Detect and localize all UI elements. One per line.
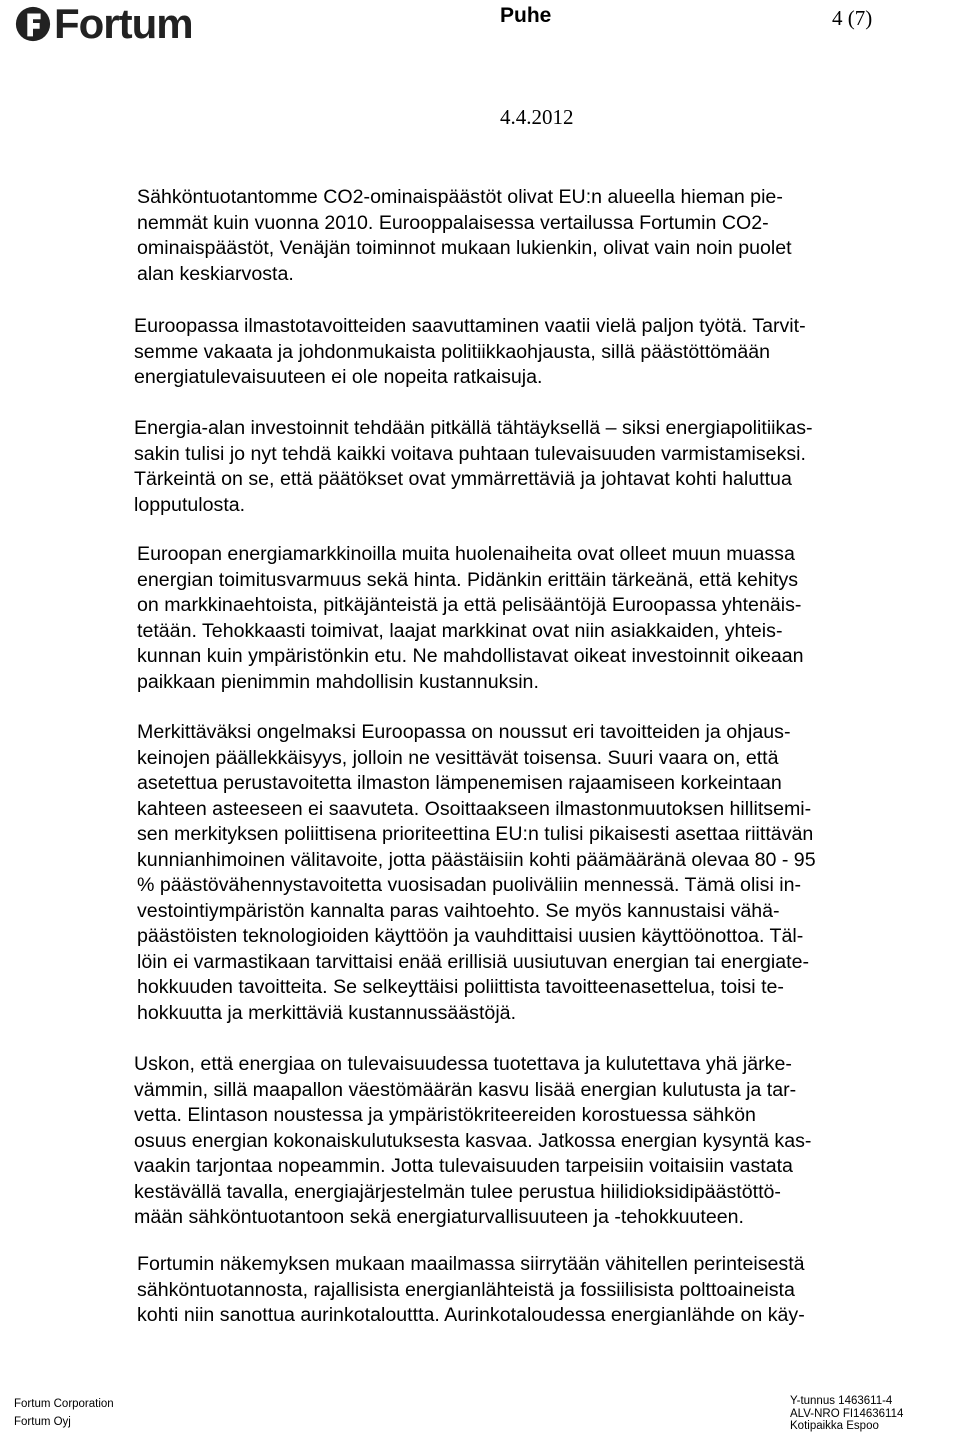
- paragraph-7: [137, 1252, 805, 1329]
- paragraph-1: [137, 185, 792, 287]
- text-line: vämmin, sillä maapallon väestömäärän kasvu lisää energian kulutusta ja tar-: [134, 1078, 797, 1101]
- text-line: Euroopan energiamarkkinoilla muita huolenaiheita ovat olleet muun muassa: [137, 543, 795, 565]
- text-line: asetettua perustavoitetta ilmaston lämpenemisen rajaamiseen korkeintaan: [137, 772, 782, 794]
- paragraph-5: [137, 720, 816, 1026]
- footer-domicile: Kotipaikka Espoo: [790, 1420, 879, 1432]
- text-line: kunnianhimoinen välitavoite, jotta päästäisiin kohti päämääränä olevaa 80 - 95: [137, 848, 816, 871]
- paragraph-3: [134, 416, 813, 518]
- text-line: löin ei varmastikaan tarvittaisi enää erillisiä uusiutuvan energian tai energiate-: [137, 950, 809, 973]
- footer-company: [14, 1395, 114, 1431]
- text-line: Fortumin näkemyksen mukaan maailmassa siirrytään vähitellen perinteisestä: [137, 1253, 805, 1275]
- footer-registration: [790, 1395, 903, 1433]
- text-line: paikkaan pienimmin mahdollisin kustannuksin.: [137, 670, 539, 693]
- text-line: päästöisten teknologioiden käyttöön ja vauhdittaisi uusien käyttöönottoa. Täl-: [137, 925, 804, 947]
- fortum-logo-icon: [14, 5, 52, 43]
- paragraph-4: [137, 542, 804, 695]
- text-line: vestointiympäristön kannalta paras vaihtoehto. Se myös kannustaisi vähä-: [137, 899, 780, 922]
- text-line: vaakin tarjontaa nopeammin. Jotta tulevaisuuden tarpeisiin voitaisiin vastata: [134, 1155, 793, 1177]
- text-line: mään sähköntuotantoon sekä energiaturvallisuuteen ja -tehokkuuteen.: [134, 1206, 744, 1228]
- text-line: nemmät kuin vuonna 2010. Eurooppalaisessa vertailussa Fortumin CO2-: [137, 211, 769, 234]
- text-line: energian toimitusvarmuus sekä hinta. Pidänkin erittäin tärkeänä, että kehitys: [137, 568, 799, 591]
- document-date: 4.4.2012: [500, 105, 574, 129]
- text-line: Sähköntuotantomme CO2-ominaispäästöt olivat EU:n alueella hieman pie-: [137, 186, 783, 208]
- text-line: sen merkityksen poliittisena prioriteettina EU:n tulisi pikaisesti asettaa riittävän: [137, 823, 814, 845]
- text-line: vetta. Elintason noustessa ja ympäristökriteereiden korostuessa sähkön: [134, 1104, 756, 1126]
- footer-vat-number: ALV-NRO FI14636114: [790, 1407, 904, 1420]
- paragraph-2: [134, 314, 806, 391]
- text-line: sähköntuotannosta, rajallisista energianlähteistä ja fossiilisista polttoaineista: [137, 1278, 795, 1301]
- page-number: 4 (7): [832, 6, 873, 30]
- text-line: lopputulosta.: [134, 493, 246, 516]
- text-line: energiatulevaisuuteen ei ole nopeita ratkaisuja.: [134, 366, 543, 388]
- paragraph-6: [134, 1052, 811, 1231]
- footer-business-id: Y-tunnus 1463611-4: [790, 1395, 893, 1407]
- text-line: sakin tulisi jo nyt tehdä kaikki voitava puhtaan tulevaisuuden varmistamiseksi.: [134, 442, 806, 465]
- text-line: % päästövähennystavoitetta vuosisadan puoliväliin mennessä. Tämä olisi in-: [137, 874, 802, 896]
- text-line: on markkinaehtoista, pitkäjänteistä ja että pelisääntöjä Euroopassa yhtenäis-: [137, 594, 802, 616]
- text-line: ominaispäästöt, Venäjän toiminnot mukaan lukienkin, olivat vain noin puolet: [137, 237, 792, 259]
- text-line: Uskon, että energiaa on tulevaisuudessa tuotettava ja kulutettava yhä järke-: [134, 1053, 792, 1075]
- text-line: hokkuuden tavoitteita. Se selkeyttäisi poliittista tavoitteenasettelua, toisi te-: [137, 976, 784, 998]
- text-line: kahteen asteeseen ei saavuteta. Osoittaakseen ilmastonmuutoksen hillitsemi-: [137, 797, 812, 820]
- text-line: tetään. Tehokkaasti toimivat, laajat markkinat ovat niin asiakkaiden, yhteis-: [137, 619, 783, 642]
- text-line: kohti niin sanottua aurinkotalouttta. Aurinkotaloudessa energianlähde on käy-: [137, 1304, 805, 1326]
- footer-company-name-fi: Fortum Oyj: [14, 1416, 71, 1428]
- text-line: hokkuutta ja merkittäviä kustannussäästöjä.: [137, 1001, 517, 1024]
- text-line: kestävällä tavalla, energiajärjestelmän tulee perustua hiilidioksidipäästöttö-: [134, 1180, 781, 1203]
- footer-company-name-en: Fortum Corporation: [14, 1398, 114, 1410]
- text-line: alan keskiarvosta.: [137, 262, 294, 285]
- text-line: keinojen päällekkäisyys, jolloin ne vesittävät toisensa. Suuri vaara on, että: [137, 746, 779, 769]
- text-line: Tärkeintä on se, että päätökset ovat ymmärrettäviä ja johtavat kohti haluttua: [134, 468, 792, 490]
- text-line: osuus energian kokonaiskulutuksesta kasvaa. Jatkossa energian kysyntä kas-: [134, 1129, 812, 1152]
- text-line: Energia-alan investoinnit tehdään pitkällä tähtäyksellä – siksi energiapolitiikas-: [134, 417, 813, 439]
- text-line: semme vakaata ja johdonmukaista politiikkaohjausta, sillä päästöttömään: [134, 340, 771, 363]
- document-type: Puhe: [500, 4, 552, 27]
- fortum-logo: [14, 2, 193, 46]
- text-line: Merkittäväksi ongelmaksi Euroopassa on noussut eri tavoitteiden ja ohjaus-: [137, 721, 791, 743]
- logo-text: Fortum: [54, 0, 193, 47]
- text-line: kunnan kuin ympäristönkin etu. Ne mahdollistavat oikeat investoinnit oikeaan: [137, 645, 804, 667]
- text-line: Euroopassa ilmastotavoitteiden saavuttaminen vaatii vielä paljon työtä. Tarvit-: [134, 315, 806, 337]
